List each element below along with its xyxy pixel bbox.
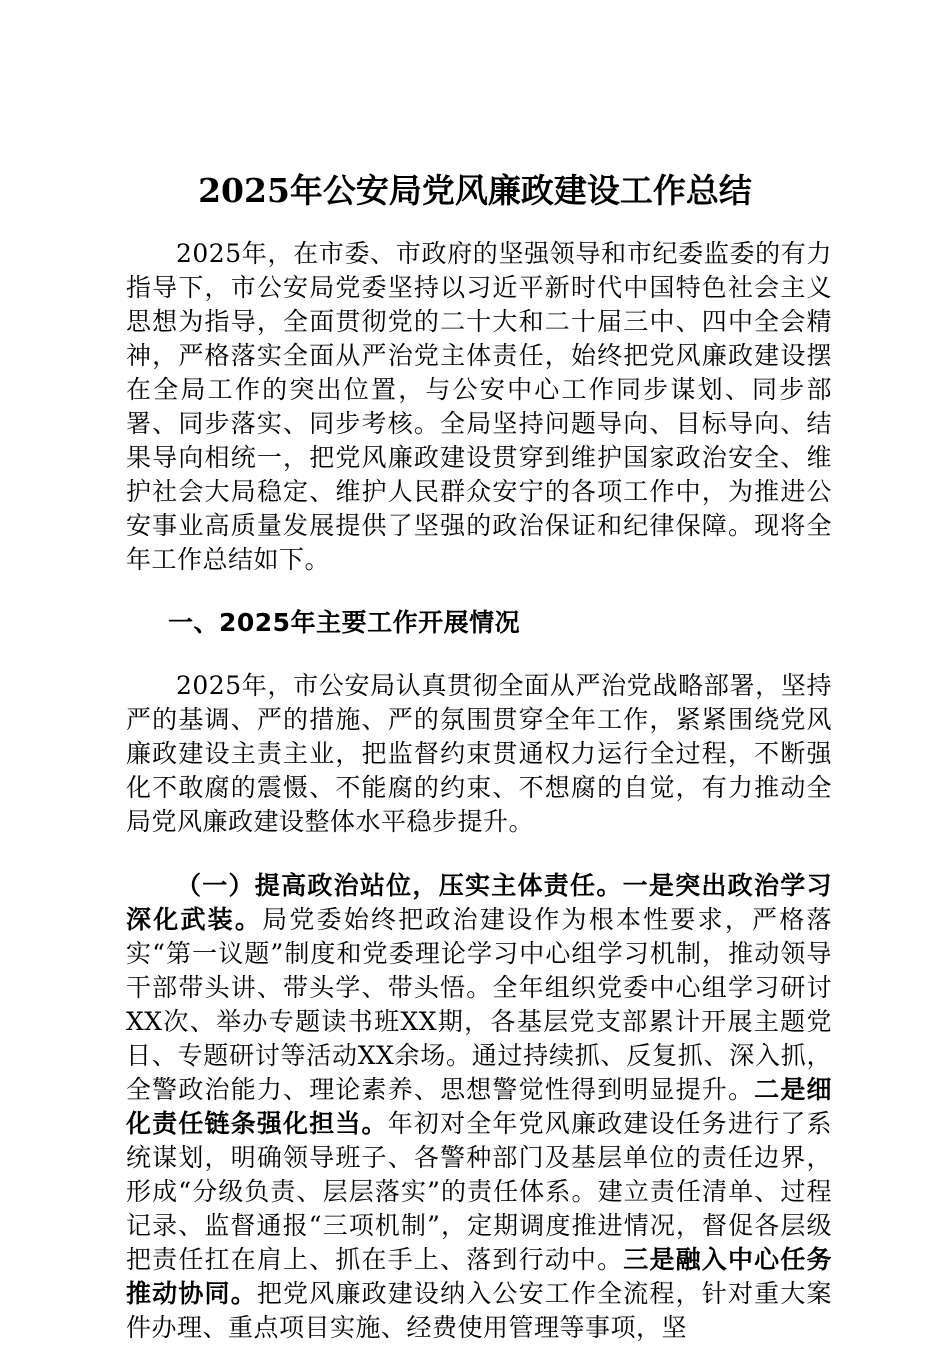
point-3-text: 把党风廉政建设纳入公安工作全流程，针对重大案件办理、重点项目实施、经费使用管理等事项，坚 [126, 1279, 832, 1342]
subsection-paragraph [126, 869, 832, 1345]
subsection-lead: （一）提高政治站位，压实主体责任。 [176, 871, 623, 900]
point-3-title: 三是融入中心任务推动协同。 [126, 1245, 832, 1308]
intro-paragraph: 2025年，在市委、市政府的坚强领导和市纪委监委的有力指导下，市公安局党委坚持以习近平新时代中国特色社会主义思想为指导，全面贯彻党的二十大和二十届三中、四中全会精神，严格落实全面从严治党主体责任，始终把党风廉政建设摆在全局工作的突出位置，与公安中心工作同步谋划、同步部署、同步落实、同步考核。全局坚持问题导向、目标导向、结果导向相统一，把党风廉政建设贯穿到维护国家政治安全、维护社会大局稳定、维护人民群众安宁的各项工作中，为推进公安事业高质量发展提供了坚强的政治保证和纪律保障。现将全年工作总结如下。 [126, 239, 832, 574]
point-2-text: 年初对全年党风廉政建设任务进行了系统谋划，明确领导班子、各警种部门及基层单位的责任边界，形成“分级负责、层层落实”的责任体系。建立责任清单、过程记录、监督通报“三项机制”，定期调度推进情况，督促各层级把责任扛在肩上、抓在手上、落到行动中。 [126, 1109, 832, 1274]
section-heading: 一、2025年主要工作开展情况 [168, 608, 521, 637]
point-1-title: 一是突出政治学习深化武装。 [126, 871, 832, 934]
point-1-text: 局党委始终把政治建设作为根本性要求，严格落实“第一议题”制度和党委理论学习中心组学习机制，推动领导干部带头讲、带头学、带头悟。全年组织党委中心组学习研讨XX次、举办专题读书班XX期，各基层党支部累计开展主题党日、专题研讨等活动XX余场。通过持续抓、反复抓、深入抓，全警政治能力、理论素养、思想警觉性得到明显提升。 [126, 905, 832, 1104]
document-body [126, 237, 832, 1345]
point-2-title: 二是细化责任链条强化担当。 [126, 1075, 832, 1138]
section-summary-paragraph: 2025年，市公安局认真贯彻全面从严治党战略部署，坚持严的基调、严的措施、严的氛围贯穿全年工作，紧紧围绕党风廉政建设主责主业，把监督约束贯通权力运行全过程，不断强化不敢腐的震慑、不能腐的约束、不想腐的自觉，有力推动全局党风廉政建设整体水平稳步提升。 [126, 671, 832, 836]
document-title: 2025年公安局党风廉政建设工作总结 [198, 171, 752, 210]
